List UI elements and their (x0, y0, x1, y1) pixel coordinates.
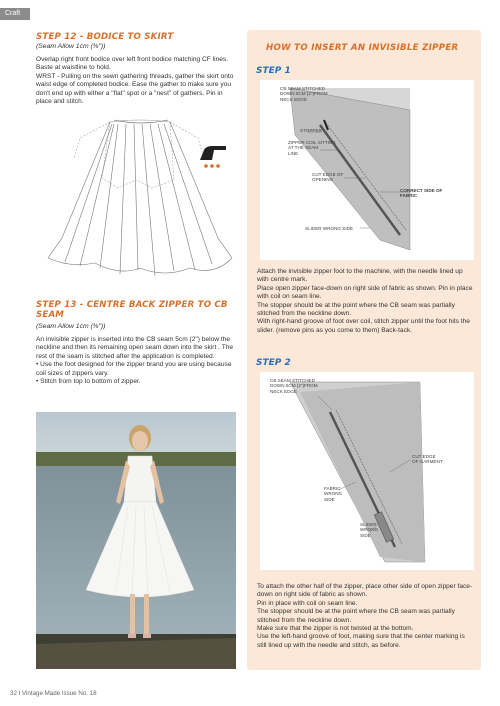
page-footer: 32 I Vintage Made Issue No. 18 (10, 690, 97, 697)
step2-label-cut-edge: CUT EDGE OF GARMENT (412, 454, 443, 465)
zipper-step1-text: Attach the invisible zipper foot to the machine, with the needle lined up with centre mark. Place open zipper face-down on right side of fabric as shown. Pin in place with coil on seam line. The stopper should be at the point where the CB seam was partially stitched from the neckline down. With right-hand groove of foot over coil, stitch zipper until the foot hits the slider. (remove pins as you come to them) Back-tack. (257, 268, 473, 334)
zipper-step2-text: To attach the other half of the zipper, place other side of open zipper face-down on right side of fabric as shown. Pin in place with coil on seam line. The stopper should be at the point where the CB seam was partially stitched from the neckline down. Make sure that the zipper is not twisted at the bottom. Use the left-hand groove of foot, making sure that the center marking is still lined up with the needle and stitch, as before. (257, 583, 473, 649)
iron-icon (198, 142, 230, 172)
zipper-step2-drawing (260, 372, 474, 570)
step1-label-stopper: STOPPER (300, 128, 322, 133)
step13-body: An invisible zipper is inserted into the CB seam 5cm (2") below the neckline and then its remaining open seam down into the skirt . The rest of the seam is stitched after the application is completed. • Use the foot designed for the zipper brand you are using because coil sizes of zippers vary. • Stitch from top to bottom of zipper. (36, 336, 234, 386)
zipper-step1-drawing (260, 80, 474, 260)
zipper-step1-diagram (260, 80, 474, 260)
model-photo (36, 412, 236, 669)
step1-label-coil: ZIPPER COIL SITTING AT THE SEAM LINE (288, 140, 336, 156)
step2-label-cb-seam: CB SEAM STITCHED DOWN 5CM (2")FROM NECK EDGE (270, 378, 318, 394)
step12-body: Overlap right front bodice over left front bodice matching CF lines. Baste at waistline to hold. WRST - Pulling on the sewn gathering threads, gather the skirt onto waist edge of completed bodice. Ease the gather to make sure you don't end up with either a "flat" spot or a "nest" of gathers. Pin in place and stitch. (36, 56, 234, 106)
step12-seam-allowance: (Seam Allow 1cm (⅜")) (36, 43, 106, 50)
step12-heading: STEP 12 - BODICE TO SKIRT (36, 32, 174, 42)
step2-label-slider: SLIDER WRONG SIDE (360, 522, 379, 538)
step1-label-correct-side: CORRECT SIDE OF FABRIC (400, 188, 443, 199)
section-tag: Craft (0, 8, 30, 20)
zipper-step1-heading: STEP 1 (256, 66, 291, 76)
step2-label-fabric-wrong: FABRIC WRONG SIDE (324, 486, 343, 502)
step13-heading: STEP 13 - CENTRE BACK ZIPPER TO CB SEAM (36, 300, 228, 320)
step1-label-cut-edge: CUT EDGE OF OPENING (312, 172, 344, 183)
step1-label-slider: SLIDER WRONG SIDE (305, 226, 353, 231)
zipper-title: HOW TO INSERT AN INVISIBLE ZIPPER (266, 43, 459, 53)
zipper-step2-diagram (260, 372, 474, 570)
step1-label-cb-seam: CB SEAM STITCHED DOWN 5CM (2")FROM NECK EDGE (280, 86, 328, 102)
zipper-step2-heading: STEP 2 (256, 358, 291, 368)
step13-seam-allowance: (Seam Allow 1cm (⅜")) (36, 323, 106, 330)
